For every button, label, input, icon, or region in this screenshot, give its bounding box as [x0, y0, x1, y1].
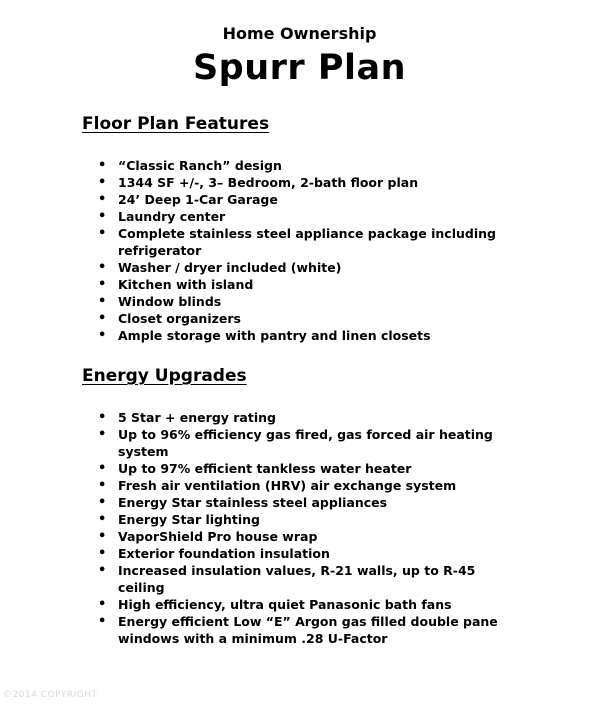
list-item: • 5 Star + energy rating [96, 409, 516, 426]
list-item: • Complete stainless steel appliance package including refrigerator [96, 225, 516, 259]
list-item: • Energy Star lighting [96, 511, 516, 528]
energy-upgrades-list [96, 409, 516, 647]
list-item: • “Classic Ranch” design [96, 157, 516, 174]
list-item: • Up to 97% efficient tankless water heater [96, 460, 516, 477]
document-title: Spurr Plan [192, 48, 407, 88]
list-item: • Fresh air ventilation (HRV) air exchange system [96, 477, 516, 494]
list-item: • Closet organizers [96, 310, 516, 327]
list-item: • Up to 96% efficiency gas fired, gas forced air heating system [96, 426, 516, 460]
list-item: • Kitchen with island [96, 276, 516, 293]
list-item: • Ample storage with pantry and linen closets [96, 327, 516, 344]
list-item: • Increased insulation values, R-21 walls, up to R-45 ceiling [96, 562, 516, 596]
list-item: • Energy Star stainless steel appliances [96, 494, 516, 511]
list-item: • 1344 SF +/-, 3– Bedroom, 2-bath floor plan [96, 174, 516, 191]
document-subtitle: Home Ownership [222, 24, 377, 43]
list-item: • Laundry center [96, 208, 516, 225]
list-item: • Window blinds [96, 293, 516, 310]
copyright-watermark: ©2014 COPYRIGHT [3, 690, 98, 700]
list-item: • Exterior foundation insulation [96, 545, 516, 562]
floor-plan-heading: Floor Plan Features [82, 114, 270, 134]
list-item: • Washer / dryer included (white) [96, 259, 516, 276]
energy-upgrades-heading: Energy Upgrades [82, 366, 247, 386]
list-item: • 24’ Deep 1-Car Garage [96, 191, 516, 208]
list-item: • High efficiency, ultra quiet Panasonic bath fans [96, 596, 516, 613]
list-item: • VaporShield Pro house wrap [96, 528, 516, 545]
list-item: • Energy efficient Low “E” Argon gas filled double pane windows with a minimum .28 U-Factor [96, 613, 516, 647]
floor-plan-list [96, 157, 516, 344]
